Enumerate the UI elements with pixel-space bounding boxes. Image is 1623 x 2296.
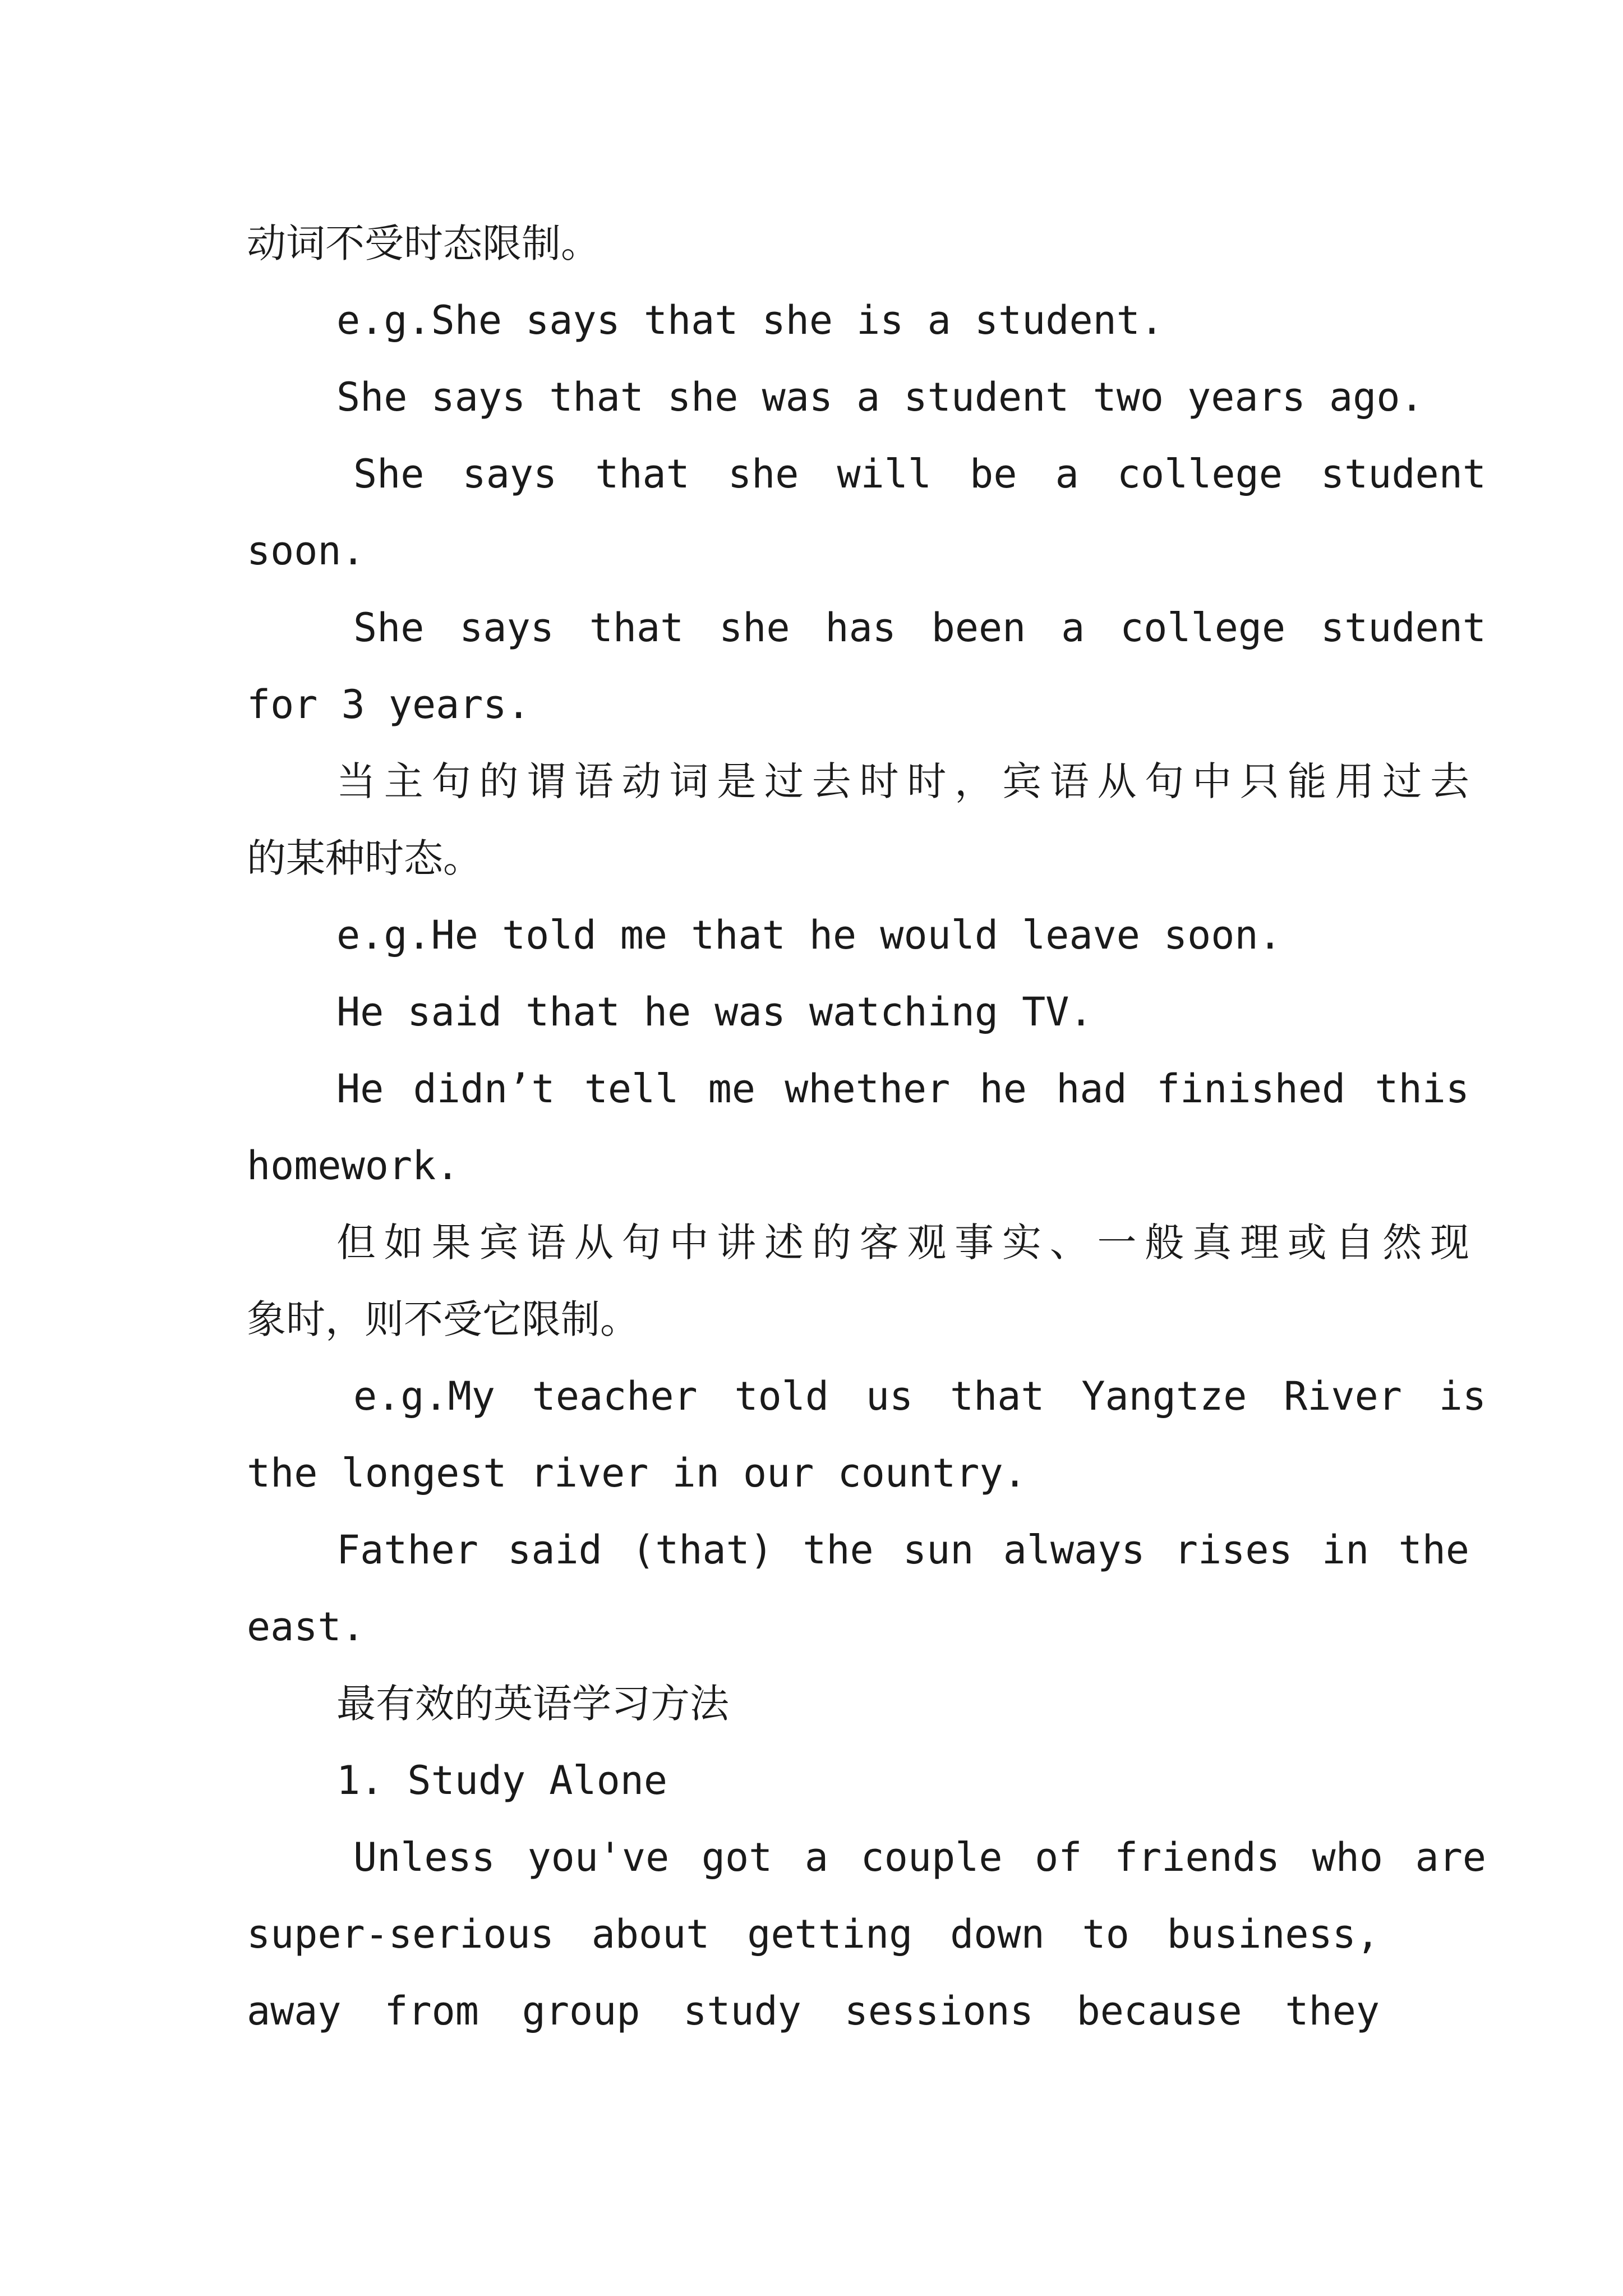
text-line: e.g.She says that she is a student. [336,297,1164,343]
text-line: away from group study sessions because they [247,1988,1380,2034]
text-line: east. [247,1604,365,1650]
text-line: 象时，则不受它限制。 [247,1296,639,1342]
text-line: e.g.He told me that he would leave soon. [336,912,1282,958]
text-line: She says that she has been a college student [353,605,1486,651]
text-line: 当主句的谓语动词是过去时时，宾语从句中只能用过去 [336,758,1469,804]
text-line: He didn’t tell me whether he had finished this [336,1066,1469,1112]
text-line: Unless you've got a couple of friends who are [353,1834,1486,1880]
text-line: 但如果宾语从句中讲述的客观事实、一般真理或自然现 [336,1220,1469,1266]
section-heading: 最有效的英语学习方法 [336,1681,729,1727]
text-line: super-serious about getting down to business, [247,1911,1380,1957]
text-line: soon. [247,528,365,574]
text-line: for 3 years. [247,682,531,728]
text-line: Father said (that) the sun always rises in the [336,1527,1469,1573]
text-line: the longest river in our country. [247,1450,1027,1496]
text-line: She says that she will be a college student [353,451,1486,497]
text-line: 动词不受时态限制。 [247,220,600,266]
text-line: She says that she was a student two years ago. [336,374,1424,420]
subheading: 1. Study Alone [336,1757,668,1803]
text-line: He said that he was watching TV. [336,989,1093,1035]
text-line: homework. [247,1143,460,1189]
text-line: 的某种时态。 [247,835,482,881]
text-line: e.g.My teacher told us that Yangtze River is [353,1373,1486,1419]
